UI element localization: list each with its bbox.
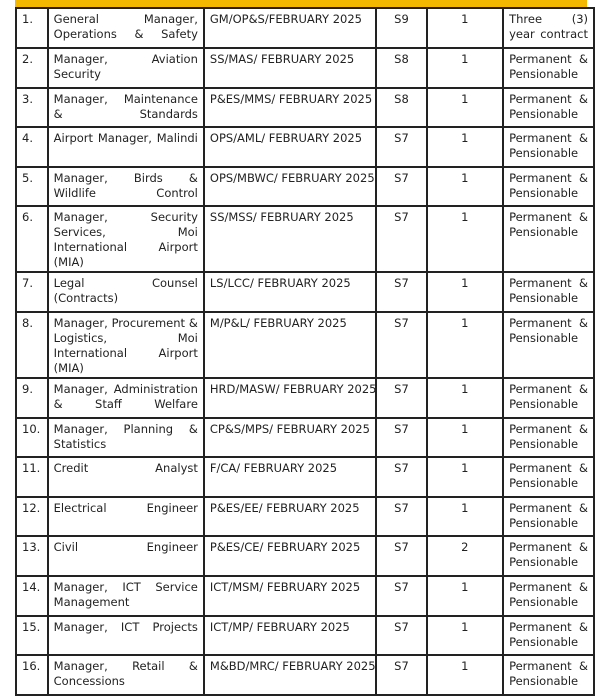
table-row [16,312,594,378]
table-row [16,48,594,88]
grade-cell: S7 [376,378,426,418]
reference-cell: SS/MAS/ FEBRUARY 2025 [204,48,377,88]
position-cell: Electrical Engineer [48,497,204,536]
row-number-cell: 10. [16,418,48,457]
grade-cell: S8 [376,88,426,127]
terms-cell: Permanent & Pensionable [503,48,594,88]
position-cell: Manager, Planning & Statistics [48,418,204,457]
vacancies-cell: 1 [427,378,504,418]
reference-cell: HRD/MASW/ FEBRUARY 2025 [204,378,377,418]
terms-cell: Permanent & Pensionable [503,457,594,497]
vacancies-cell: 1 [427,497,504,536]
vacancies-cell: 1 [427,167,504,206]
row-number-cell: 11. [16,457,48,497]
row-number-cell: 14. [16,576,48,616]
reference-cell: OPS/MBWC/ FEBRUARY 2025 [204,167,377,206]
terms-cell: Permanent & Pensionable [503,167,594,206]
row-number-cell: 1. [16,8,48,48]
reference-cell: SS/MSS/ FEBRUARY 2025 [204,206,377,272]
terms-cell: Permanent & Pensionable [503,536,594,576]
table-row [16,378,594,418]
position-cell: Legal Counsel (Contracts) [48,272,204,312]
terms-cell: Permanent & Pensionable [503,206,594,272]
page-margin [0,0,15,663]
table-row [16,272,594,312]
grade-cell: S9 [376,8,426,48]
table-row [16,497,594,536]
reference-cell: ICT/MSM/ FEBRUARY 2025 [204,576,377,616]
position-cell: Manager, Procurement & Logistics, Moi International Airport (MIA) [48,312,204,378]
table-row [16,8,594,48]
grade-cell: S7 [376,497,426,536]
table-row [16,616,594,655]
row-number-cell: 5. [16,167,48,206]
grade-cell: S7 [376,536,426,576]
row-number-cell: 9. [16,378,48,418]
reference-cell: ICT/MP/ FEBRUARY 2025 [204,616,377,655]
position-cell: General Manager, Operations & Safety [48,8,204,48]
terms-cell: Permanent & Pensionable [503,272,594,312]
position-cell: Airport Manager, Malindi [48,127,204,167]
terms-cell: Permanent & Pensionable [503,127,594,167]
grade-cell: S7 [376,127,426,167]
vacancies-cell: 1 [427,48,504,88]
terms-cell: Permanent & Pensionable [503,655,594,695]
grade-cell: S7 [376,418,426,457]
terms-cell: Three (3) year contract [503,8,594,48]
position-cell: Civil Engineer [48,536,204,576]
row-number-cell: 12. [16,497,48,536]
reference-cell: OPS/AML/ FEBRUARY 2025 [204,127,377,167]
reference-cell: CP&S/MPS/ FEBRUARY 2025 [204,418,377,457]
vacancies-cell: 1 [427,312,504,378]
position-cell: Manager, Security Services, Moi International Airport (MIA) [48,206,204,272]
position-cell: Manager, ICT Projects [48,616,204,655]
reference-cell: GM/OP&S/FEBRUARY 2025 [204,8,377,48]
vacancies-cell: 1 [427,655,504,695]
vacancies-cell: 1 [427,8,504,48]
position-cell: Manager, Administration & Staff Welfare [48,378,204,418]
row-number-cell: 13. [16,536,48,576]
terms-cell: Permanent & Pensionable [503,616,594,655]
vacancies-cell: 1 [427,272,504,312]
table-row [16,536,594,576]
terms-cell: Permanent & Pensionable [503,418,594,457]
row-number-cell: 2. [16,48,48,88]
table-row [16,127,594,167]
table-row [16,418,594,457]
row-number-cell: 6. [16,206,48,272]
reference-cell: M&BD/MRC/ FEBRUARY 2025 [204,655,377,695]
grade-cell: S7 [376,312,426,378]
position-cell: Manager, Aviation Security [48,48,204,88]
row-number-cell: 15. [16,616,48,655]
vacancies-cell: 2 [427,536,504,576]
table-row [16,457,594,497]
table-row [16,655,594,695]
row-number-cell: 3. [16,88,48,127]
table-row [16,88,594,127]
vacancies-cell: 1 [427,616,504,655]
table-row [16,167,594,206]
terms-cell: Permanent & Pensionable [503,378,594,418]
grade-cell: S7 [376,206,426,272]
grade-cell: S7 [376,457,426,497]
vacancies-cell: 1 [427,206,504,272]
grade-cell: S7 [376,616,426,655]
position-cell: Manager, Birds & Wildlife Control [48,167,204,206]
position-cell: Manager, Retail & Concessions [48,655,204,695]
position-cell: Manager, ICT Service Management [48,576,204,616]
grade-cell: S7 [376,655,426,695]
vacancies-cell: 1 [427,457,504,497]
table-row [16,206,594,272]
vacancies-table-body [16,8,594,695]
reference-cell: LS/LCC/ FEBRUARY 2025 [204,272,377,312]
table-row [16,576,594,616]
row-number-cell: 8. [16,312,48,378]
grade-cell: S7 [376,576,426,616]
position-cell: Credit Analyst [48,457,204,497]
reference-cell: P&ES/CE/ FEBRUARY 2025 [204,536,377,576]
grade-cell: S7 [376,272,426,312]
row-number-cell: 16. [16,655,48,695]
terms-cell: Permanent & Pensionable [503,576,594,616]
position-cell: Manager, Maintenance & Standards [48,88,204,127]
terms-cell: Permanent & Pensionable [503,312,594,378]
vacancies-table [15,7,595,696]
terms-cell: Permanent & Pensionable [503,88,594,127]
reference-cell: M/P&L/ FEBRUARY 2025 [204,312,377,378]
reference-cell: P&ES/MMS/ FEBRUARY 2025 [204,88,377,127]
vacancies-cell: 1 [427,127,504,167]
reference-cell: F/CA/ FEBRUARY 2025 [204,457,377,497]
grade-cell: S7 [376,167,426,206]
reference-cell: P&ES/EE/ FEBRUARY 2025 [204,497,377,536]
grade-cell: S8 [376,48,426,88]
row-number-cell: 4. [16,127,48,167]
row-number-cell: 7. [16,272,48,312]
vacancies-cell: 1 [427,576,504,616]
vacancies-cell: 1 [427,418,504,457]
terms-cell: Permanent & Pensionable [503,497,594,536]
vacancies-cell: 1 [427,88,504,127]
